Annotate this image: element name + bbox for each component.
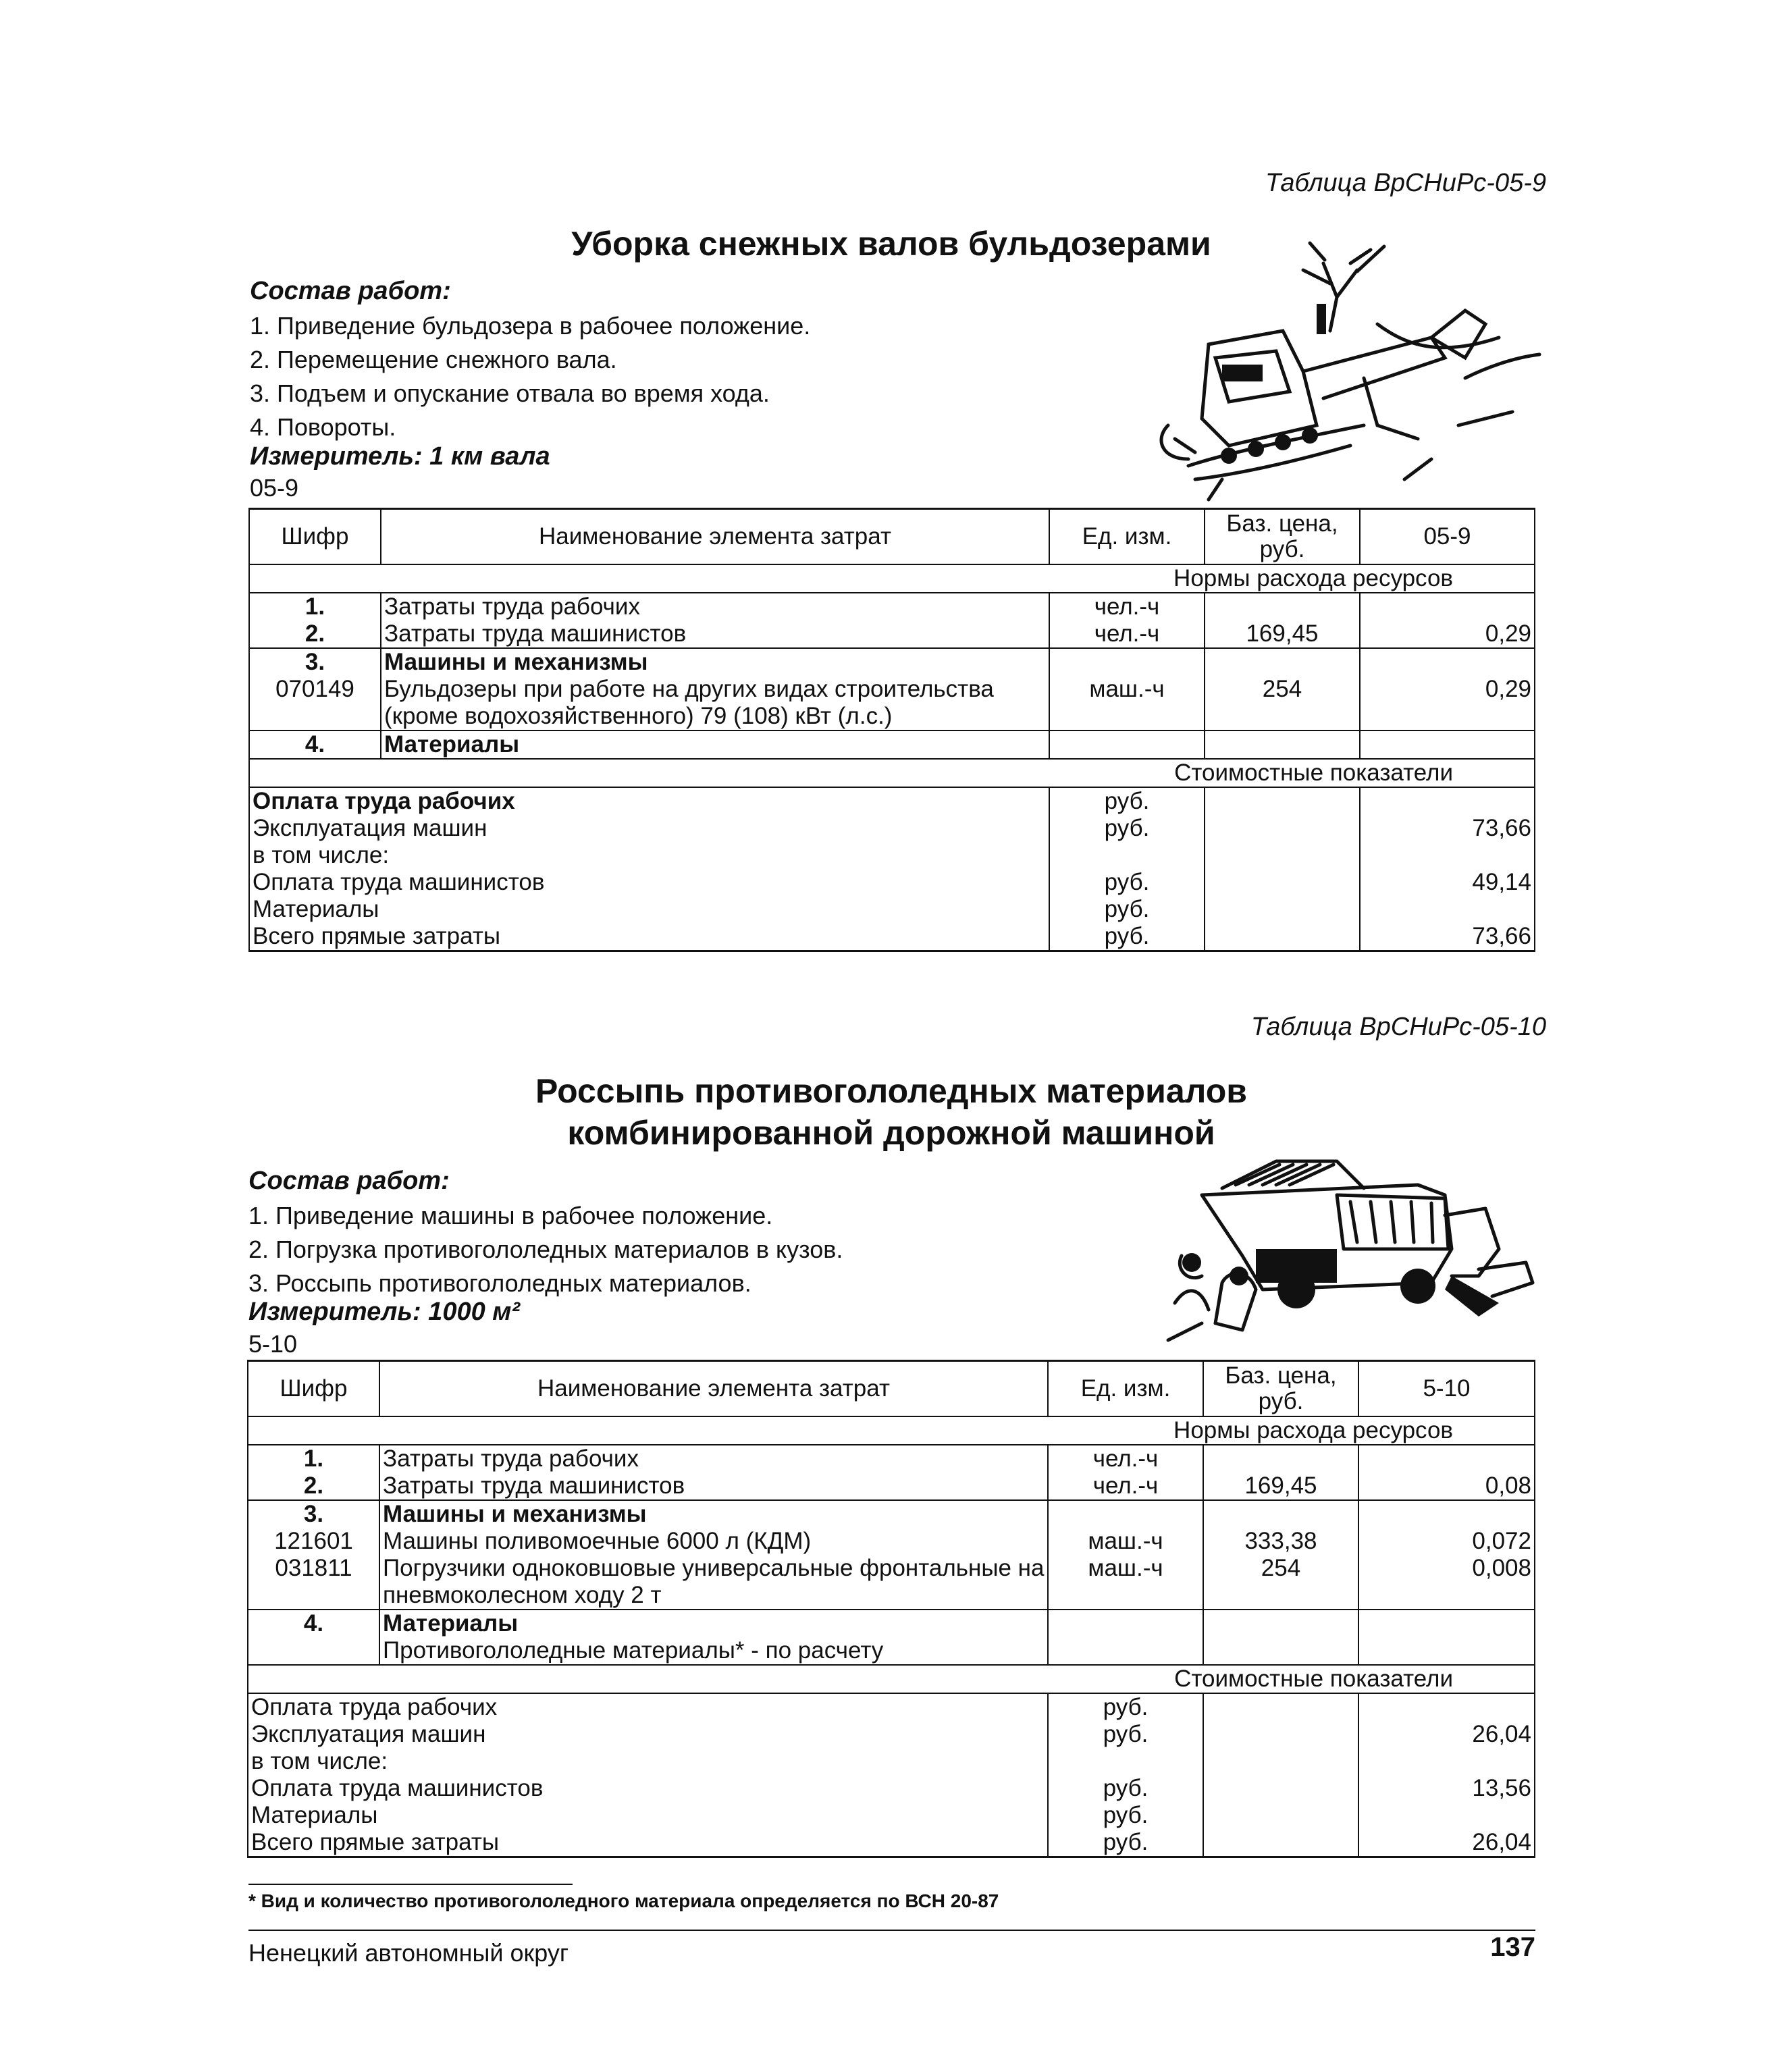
row-name: Затраты труда рабочих	[381, 593, 1049, 620]
row-price: 333,38	[1203, 1528, 1358, 1555]
table-reference: Таблица ВрСНиРс-05-10	[1250, 1013, 1546, 1041]
table-row	[248, 1637, 1535, 1665]
row-num: 2.	[248, 1472, 379, 1500]
cost-unit: руб.	[1049, 787, 1205, 815]
cost-unit: руб.	[1049, 869, 1205, 896]
col-header-cipher: Шифр	[248, 1361, 379, 1417]
cost-value	[1360, 896, 1535, 923]
row-num: 4.	[249, 730, 381, 759]
cost-unit: руб.	[1048, 1775, 1203, 1802]
cost-value	[1360, 842, 1535, 869]
row-name: Затраты труда рабочих	[379, 1445, 1048, 1472]
row-name: Машины и механизмы	[379, 1500, 1048, 1528]
cost-band: Стоимостные показатели	[248, 1665, 1535, 1693]
col-header-code: 05-9	[1360, 509, 1535, 565]
works-item: 3. Подъем и опускание отвала во время хода.	[250, 379, 770, 407]
row-price: 254	[1203, 1555, 1358, 1610]
cost-value	[1358, 1748, 1535, 1775]
row-num: 070149	[249, 676, 381, 730]
table-row	[248, 1445, 1535, 1472]
table-row	[249, 648, 1535, 676]
section-title-line2: комбинированной дорожной машиной	[567, 1114, 1215, 1152]
row-value: 0,072	[1358, 1528, 1535, 1555]
row-num: 2.	[249, 620, 381, 648]
cost-name: Материалы	[248, 1802, 1048, 1829]
row-num: 3.	[248, 1500, 379, 1528]
row-num	[248, 1637, 379, 1665]
col-header-unit: Ед. изм.	[1049, 509, 1205, 565]
row-unit: маш.-ч	[1048, 1528, 1203, 1555]
cost-name: Всего прямые затраты	[249, 923, 1049, 951]
cost-row	[249, 869, 1535, 896]
cost-name: в том числе:	[248, 1748, 1048, 1775]
row-price: 169,45	[1203, 1472, 1358, 1500]
footer-rule	[248, 1930, 1535, 1931]
cost-band: Стоимостные показатели	[249, 759, 1535, 787]
works-item: 1. Приведение бульдозера в рабочее положение.	[250, 312, 811, 340]
row-unit: чел.-ч	[1049, 620, 1205, 648]
cost-name: Всего прямые затраты	[248, 1829, 1048, 1857]
cost-unit	[1048, 1748, 1203, 1775]
section-title: Уборка снежных валов бульдозерами	[571, 225, 1211, 263]
cost-value: 13,56	[1358, 1775, 1535, 1802]
works-item: 4. Повороты.	[250, 413, 396, 441]
row-num: 121601	[248, 1528, 379, 1555]
cost-value	[1360, 787, 1535, 815]
cost-name: Оплата труда машинистов	[248, 1775, 1048, 1802]
cost-row	[249, 923, 1535, 951]
col-header-price: Баз. цена, руб.	[1205, 509, 1360, 565]
row-value: 0,29	[1360, 620, 1535, 648]
table-row	[249, 620, 1535, 648]
row-name: Затраты труда машинистов	[381, 620, 1049, 648]
table-code: 05-9	[250, 474, 299, 502]
table-row	[248, 1610, 1535, 1637]
table-row	[249, 593, 1535, 620]
col-header-cipher: Шифр	[249, 509, 381, 565]
row-unit: чел.-ч	[1048, 1445, 1203, 1472]
cost-row	[249, 787, 1535, 815]
row-value	[1358, 1445, 1535, 1472]
table-row	[248, 1555, 1535, 1610]
footnote-rule	[248, 1884, 573, 1885]
cost-row	[249, 815, 1535, 842]
cost-value: 73,66	[1360, 815, 1535, 842]
row-name: Затраты труда машинистов	[379, 1472, 1048, 1500]
cost-unit: руб.	[1049, 923, 1205, 951]
table-reference: Таблица ВрСНиРс-05-9	[1265, 169, 1546, 197]
footer-region: Ненецкий автономный округ	[248, 1939, 569, 1967]
cost-row	[248, 1829, 1535, 1857]
works-item: 3. Россыпь противогололедных материалов.	[248, 1269, 751, 1297]
cost-value	[1358, 1693, 1535, 1721]
row-name: Материалы	[379, 1610, 1048, 1637]
row-price	[1205, 593, 1360, 620]
cost-name: Оплата труда машинистов	[249, 869, 1049, 896]
col-header-unit: Ед. изм.	[1048, 1361, 1203, 1417]
works-item: 2. Перемещение снежного вала.	[250, 346, 617, 373]
cost-row	[248, 1802, 1535, 1829]
works-heading: Состав работ:	[250, 277, 451, 305]
row-name: Машины и механизмы	[381, 648, 1049, 676]
road-machine-illustration	[1161, 1148, 1539, 1344]
table-code: 5-10	[248, 1330, 298, 1358]
cost-name: Эксплуатация машин	[249, 815, 1049, 842]
table-row	[249, 676, 1535, 730]
table-row	[248, 1472, 1535, 1500]
row-unit: чел.-ч	[1049, 593, 1205, 620]
estimate-table-1	[248, 508, 1535, 952]
row-value	[1360, 593, 1535, 620]
cost-name: Оплата труда рабочих	[249, 787, 1049, 815]
row-unit: маш.-ч	[1048, 1555, 1203, 1610]
cost-row	[248, 1748, 1535, 1775]
row-num: 4.	[248, 1610, 379, 1637]
row-value: 0,29	[1360, 676, 1535, 730]
row-name: Погрузчики одноковшовые универсальные фронтальные на пневмоколесном ходу 2 т	[379, 1555, 1048, 1610]
estimate-table-2	[247, 1360, 1535, 1858]
row-num: 031811	[248, 1555, 379, 1610]
footnote: * Вид и количество противогололедного материала определяется по ВСН 20-87	[248, 1890, 999, 1911]
row-value: 0,008	[1358, 1555, 1535, 1610]
table-row	[248, 1500, 1535, 1528]
cost-unit: руб.	[1048, 1693, 1203, 1721]
works-item: 2. Погрузка противогололедных материалов в кузов.	[248, 1236, 843, 1263]
row-name: Материалы	[381, 730, 1049, 759]
cost-value: 73,66	[1360, 923, 1535, 951]
bulldozer-illustration	[1148, 223, 1546, 506]
cost-unit	[1049, 842, 1205, 869]
cost-unit: руб.	[1048, 1802, 1203, 1829]
cost-unit: руб.	[1048, 1721, 1203, 1748]
cost-row	[248, 1775, 1535, 1802]
cost-name: Оплата труда рабочих	[248, 1693, 1048, 1721]
meter-label: Измеритель: 1000 м²	[248, 1298, 521, 1326]
cost-row	[248, 1693, 1535, 1721]
row-name: Противогололедные материалы* - по расчету	[379, 1637, 1048, 1665]
section-title-line1: Россыпь противогололедных материалов	[535, 1072, 1248, 1110]
cost-unit: руб.	[1049, 815, 1205, 842]
cost-name: в том числе:	[249, 842, 1049, 869]
row-price	[1203, 1445, 1358, 1472]
cost-unit: руб.	[1049, 896, 1205, 923]
row-num: 1.	[248, 1445, 379, 1472]
cost-name: Материалы	[249, 896, 1049, 923]
cost-value	[1358, 1802, 1535, 1829]
meter-label: Измеритель: 1 км вала	[250, 442, 550, 471]
norms-band: Нормы расхода ресурсов	[249, 564, 1535, 593]
cost-row	[249, 842, 1535, 869]
works-item: 1. Приведение машины в рабочее положение.	[248, 1202, 773, 1229]
row-value: 0,08	[1358, 1472, 1535, 1500]
col-header-name: Наименование элемента затрат	[379, 1361, 1048, 1417]
row-unit: маш.-ч	[1049, 676, 1205, 730]
row-name: Машины поливомоечные 6000 л (КДМ)	[379, 1528, 1048, 1555]
works-heading: Состав работ:	[248, 1167, 450, 1195]
cost-row	[248, 1721, 1535, 1748]
row-num: 3.	[249, 648, 381, 676]
row-num: 1.	[249, 593, 381, 620]
cost-row	[249, 896, 1535, 923]
row-price: 169,45	[1205, 620, 1360, 648]
cost-value: 26,04	[1358, 1829, 1535, 1857]
col-header-name: Наименование элемента затрат	[381, 509, 1049, 565]
cost-value: 49,14	[1360, 869, 1535, 896]
row-name: Бульдозеры при работе на других видах строительства (кроме водохозяйственного) 79 (108) кВт (л.с.)	[381, 676, 1049, 730]
table-row	[248, 1528, 1535, 1555]
col-header-price: Баз. цена, руб.	[1203, 1361, 1358, 1417]
col-header-code: 5-10	[1358, 1361, 1535, 1417]
norms-band: Нормы расхода ресурсов	[248, 1416, 1535, 1445]
page-number: 137	[1490, 1932, 1535, 1962]
row-unit: чел.-ч	[1048, 1472, 1203, 1500]
cost-value: 26,04	[1358, 1721, 1535, 1748]
cost-name: Эксплуатация машин	[248, 1721, 1048, 1748]
row-price: 254	[1205, 676, 1360, 730]
table-row	[249, 730, 1535, 759]
cost-unit: руб.	[1048, 1829, 1203, 1857]
